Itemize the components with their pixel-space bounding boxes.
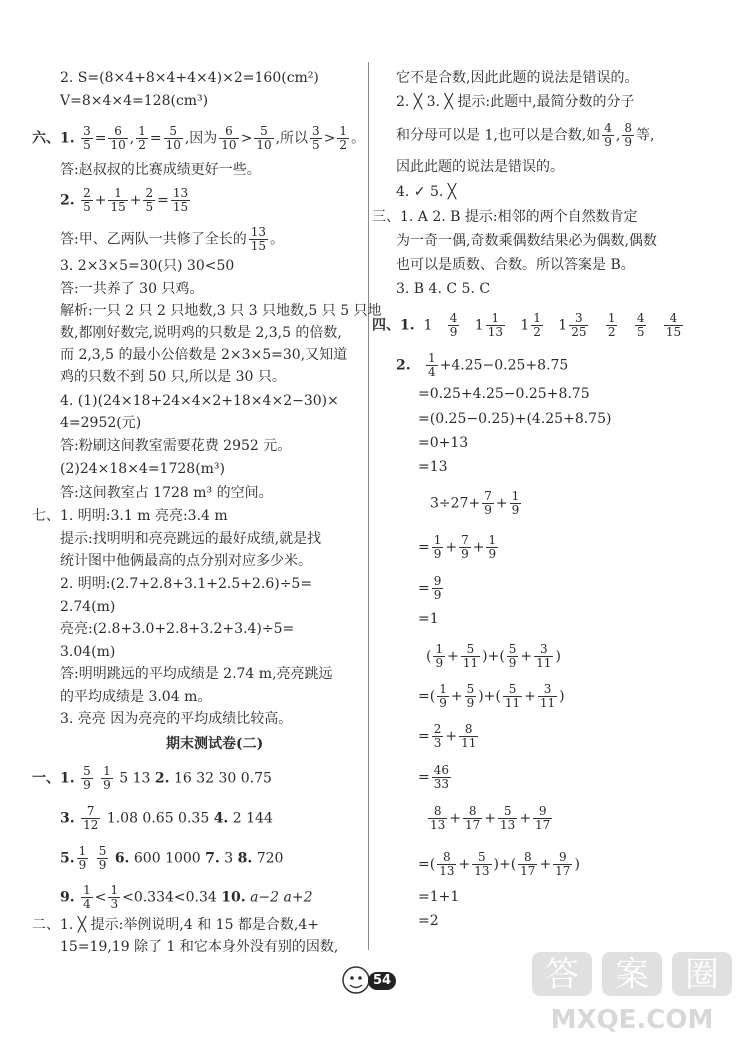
section-title: 期末测试卷(二) [166,736,264,752]
text-line: 3.04(m) [60,644,116,660]
calc-line: = $\frac{46}{33}$ [418,763,450,791]
calc-line: = $\frac{1}{9}$ + $\frac{7}{9}$ + $\frac{1}{9}$ [418,533,497,561]
page-number: 54 [372,973,392,988]
text-line: 3. 亮亮 因为亮亮的平均成绩比较高。 [60,711,293,727]
text-line: 七、1. 明明:3.1 m 亮亮:3.4 m [32,508,228,524]
calc-line: =0+13 [418,435,469,451]
calc-line: $\frac{8}{13}$ + $\frac{8}{17}$ + $\frac{5}{13}$ + $\frac{9}{17}$ [430,804,551,832]
calc-line: ( $\frac{1}{9}$ + $\frac{5}{11}$ )+( $\frac{5}{9}$ + $\frac{3}{11}$ ) [426,642,561,670]
text-line: 答:赵叔叔的比赛成绩更好一些。 [60,162,261,178]
text-line: 答:这间教室占 1728 m³ 的空间。 [60,485,273,501]
text-line: 三、1. A 2. B 提示:相邻的两个自然数肯定 [372,209,638,225]
text-line: 统计图中他俩最高的点分别对应多少米。 [60,553,312,569]
text-line: 而 2,3,5 的最小公倍数是 2×3×5=30,又知道 [60,347,348,363]
text-line: 15=19,19 除了 1 和它本身外没有别的因数, [60,939,339,955]
text-line: 鸡的只数不到 50 只,所以是 30 只。 [60,369,286,385]
text-line: 4=2952(元) [60,415,142,431]
calc-line: =(0.25−0.25)+(4.25+8.75) [418,411,612,427]
calc-line: = $\frac{9}{9}$ [418,574,442,602]
calc-line: =0.25+4.25−0.25+8.75 [418,386,590,402]
text-line: 2. ╳ 3. ╳ 提示:此题中,最简分数的分子 [396,94,635,110]
text-line: 解析:一只 2 只 2 只地数,3 只 3 只地数,5 只 5 只地 [60,303,382,319]
svg-text:答: 答 [545,955,579,995]
svg-text:圈: 圈 [685,955,719,995]
text-line: 数,都刚好数完,说明鸡的只数是 2,3,5 的倍数, [60,325,342,341]
watermark-logo-icon [522,948,742,1038]
text-line: 2. S=(8×4+8×4+4×4)×2=160(cm²) [60,70,319,86]
answer-row-3: 5. $\frac{1}{9}$ $\frac{5}{9}$ 6. 600 1000 7. 3 8. 720 [60,844,284,872]
text-line: 4. (1)(24×18+24×4×2+18×4×2−30)× [60,393,339,409]
answer-row-four: 四、1. 1 $\frac{4}{9}$ 1 $\frac{1}{13}$ 1 $\frac{1}{2}$ 1 $\frac{3}{25}$ $\frac{1}{2}$ $\frac{4}{5}$ $\frac{4}{15}$ [372,311,682,339]
calc-line: =1 [418,611,439,627]
text-line: 和分母可以是 1,也可以是合数,如 $\frac{4}{9}$ , $\frac{8}{9}$ 等, [396,121,655,149]
svg-text:MXQE.COM: MXQE.COM [550,1005,714,1035]
calc-line: =( $\frac{8}{13}$ + $\frac{5}{13}$ )+( $\frac{8}{17}$ + $\frac{9}{17}$ ) [418,850,580,878]
text-line: 2. 明明:(2.7+2.8+3.1+2.5+2.6)÷5= [60,576,313,592]
calc-line: =( $\frac{1}{9}$ + $\frac{5}{9}$ )+( $\frac{5}{11}$ + $\frac{3}{11}$ ) [418,682,565,710]
text-line: 亮亮:(2.8+3.0+2.8+3.2+3.4)÷5= [60,621,295,637]
text-line: 3. 2×3×5=30(只) 30<50 [60,258,235,274]
text-line: 答:甲、乙两队一共修了全长的 $\frac{13}{15}$ 。 [60,225,284,253]
text-line: 的平均成绩是 3.04 m。 [60,689,212,705]
text-line: 3. B 4. C 5. C [396,281,491,297]
svg-text:案: 案 [615,955,649,995]
column-divider [368,62,369,950]
text-line: 2.74(m) [60,599,116,615]
text-line: 因此此题的说法是错误的。 [396,159,564,175]
text-line: 答:明明跳远的平均成绩是 2.74 m,亮亮跳远 [60,666,333,682]
text-line: 为一奇一偶,奇数乘偶数结果必为偶数,偶数 [396,233,657,249]
answer-row-2: 3. $\frac{7}{12}$ 1.08 0.65 0.35 4. 2 144 [60,804,273,832]
question-6-2: 2. $\frac{2}{5}$ + $\frac{1}{15}$ + $\frac{2}{5}$ = $\frac{13}{15}$ [60,186,189,214]
calc-line: 2. $\frac{1}{4}$ +4.25−0.25+8.75 [396,351,569,379]
text-line: 答:一共养了 30 只鸡。 [60,281,204,297]
page-number-badge [340,960,400,1000]
text-line: 答:粉刷这间教室需要花费 2952 元。 [60,438,292,454]
text-line: 4. ✓ 5. ╳ [396,184,457,200]
text-line: (2)24×18×4=1728(m³) [60,461,225,477]
text-line: 二、1. ╳ 提示:举例说明,4 和 15 都是合数,4+ [32,917,320,933]
calc-line: =1+1 [418,889,460,905]
text-line: 它不是合数,因此此题的说法是错误的。 [396,70,639,86]
calc-line: =2 [418,913,439,929]
calc-line: 3÷27+ $\frac{7}{9}$ + $\frac{1}{9}$ [430,489,520,517]
answer-row-4: 9. $\frac{1}{4}$ < $\frac{1}{3}$ <0.334<0.34 10. a−2 a+2 [60,883,313,911]
text-line: 也可以是质数、合数。所以答案是 B。 [396,257,635,273]
answer-row-1: 一、1. $\frac{5}{9}$ $\frac{1}{9}$ 5 13 2. 16 32 30 0.75 [32,764,272,792]
calc-line: =13 [418,459,448,475]
question-6-1: 六、1. $\frac{3}{5}$ = $\frac{6}{10}$ , $\frac{1}{2}$ = $\frac{5}{10}$ ,因为 $\frac{6}{10}$ > $\frac{5}{10}$ ,所以 $\frac{3}{5}$ > $\frac{1}{2}$ 。 [32,124,366,152]
text-line: 提示:找明明和亮亮跳远的最好成绩,就是找 [60,531,322,547]
calc-line: = $\frac{2}{3}$ + $\frac{8}{11}$ [418,722,477,750]
text-line: V=8×4×4=128(cm³) [60,93,209,109]
watermark [522,948,742,1038]
